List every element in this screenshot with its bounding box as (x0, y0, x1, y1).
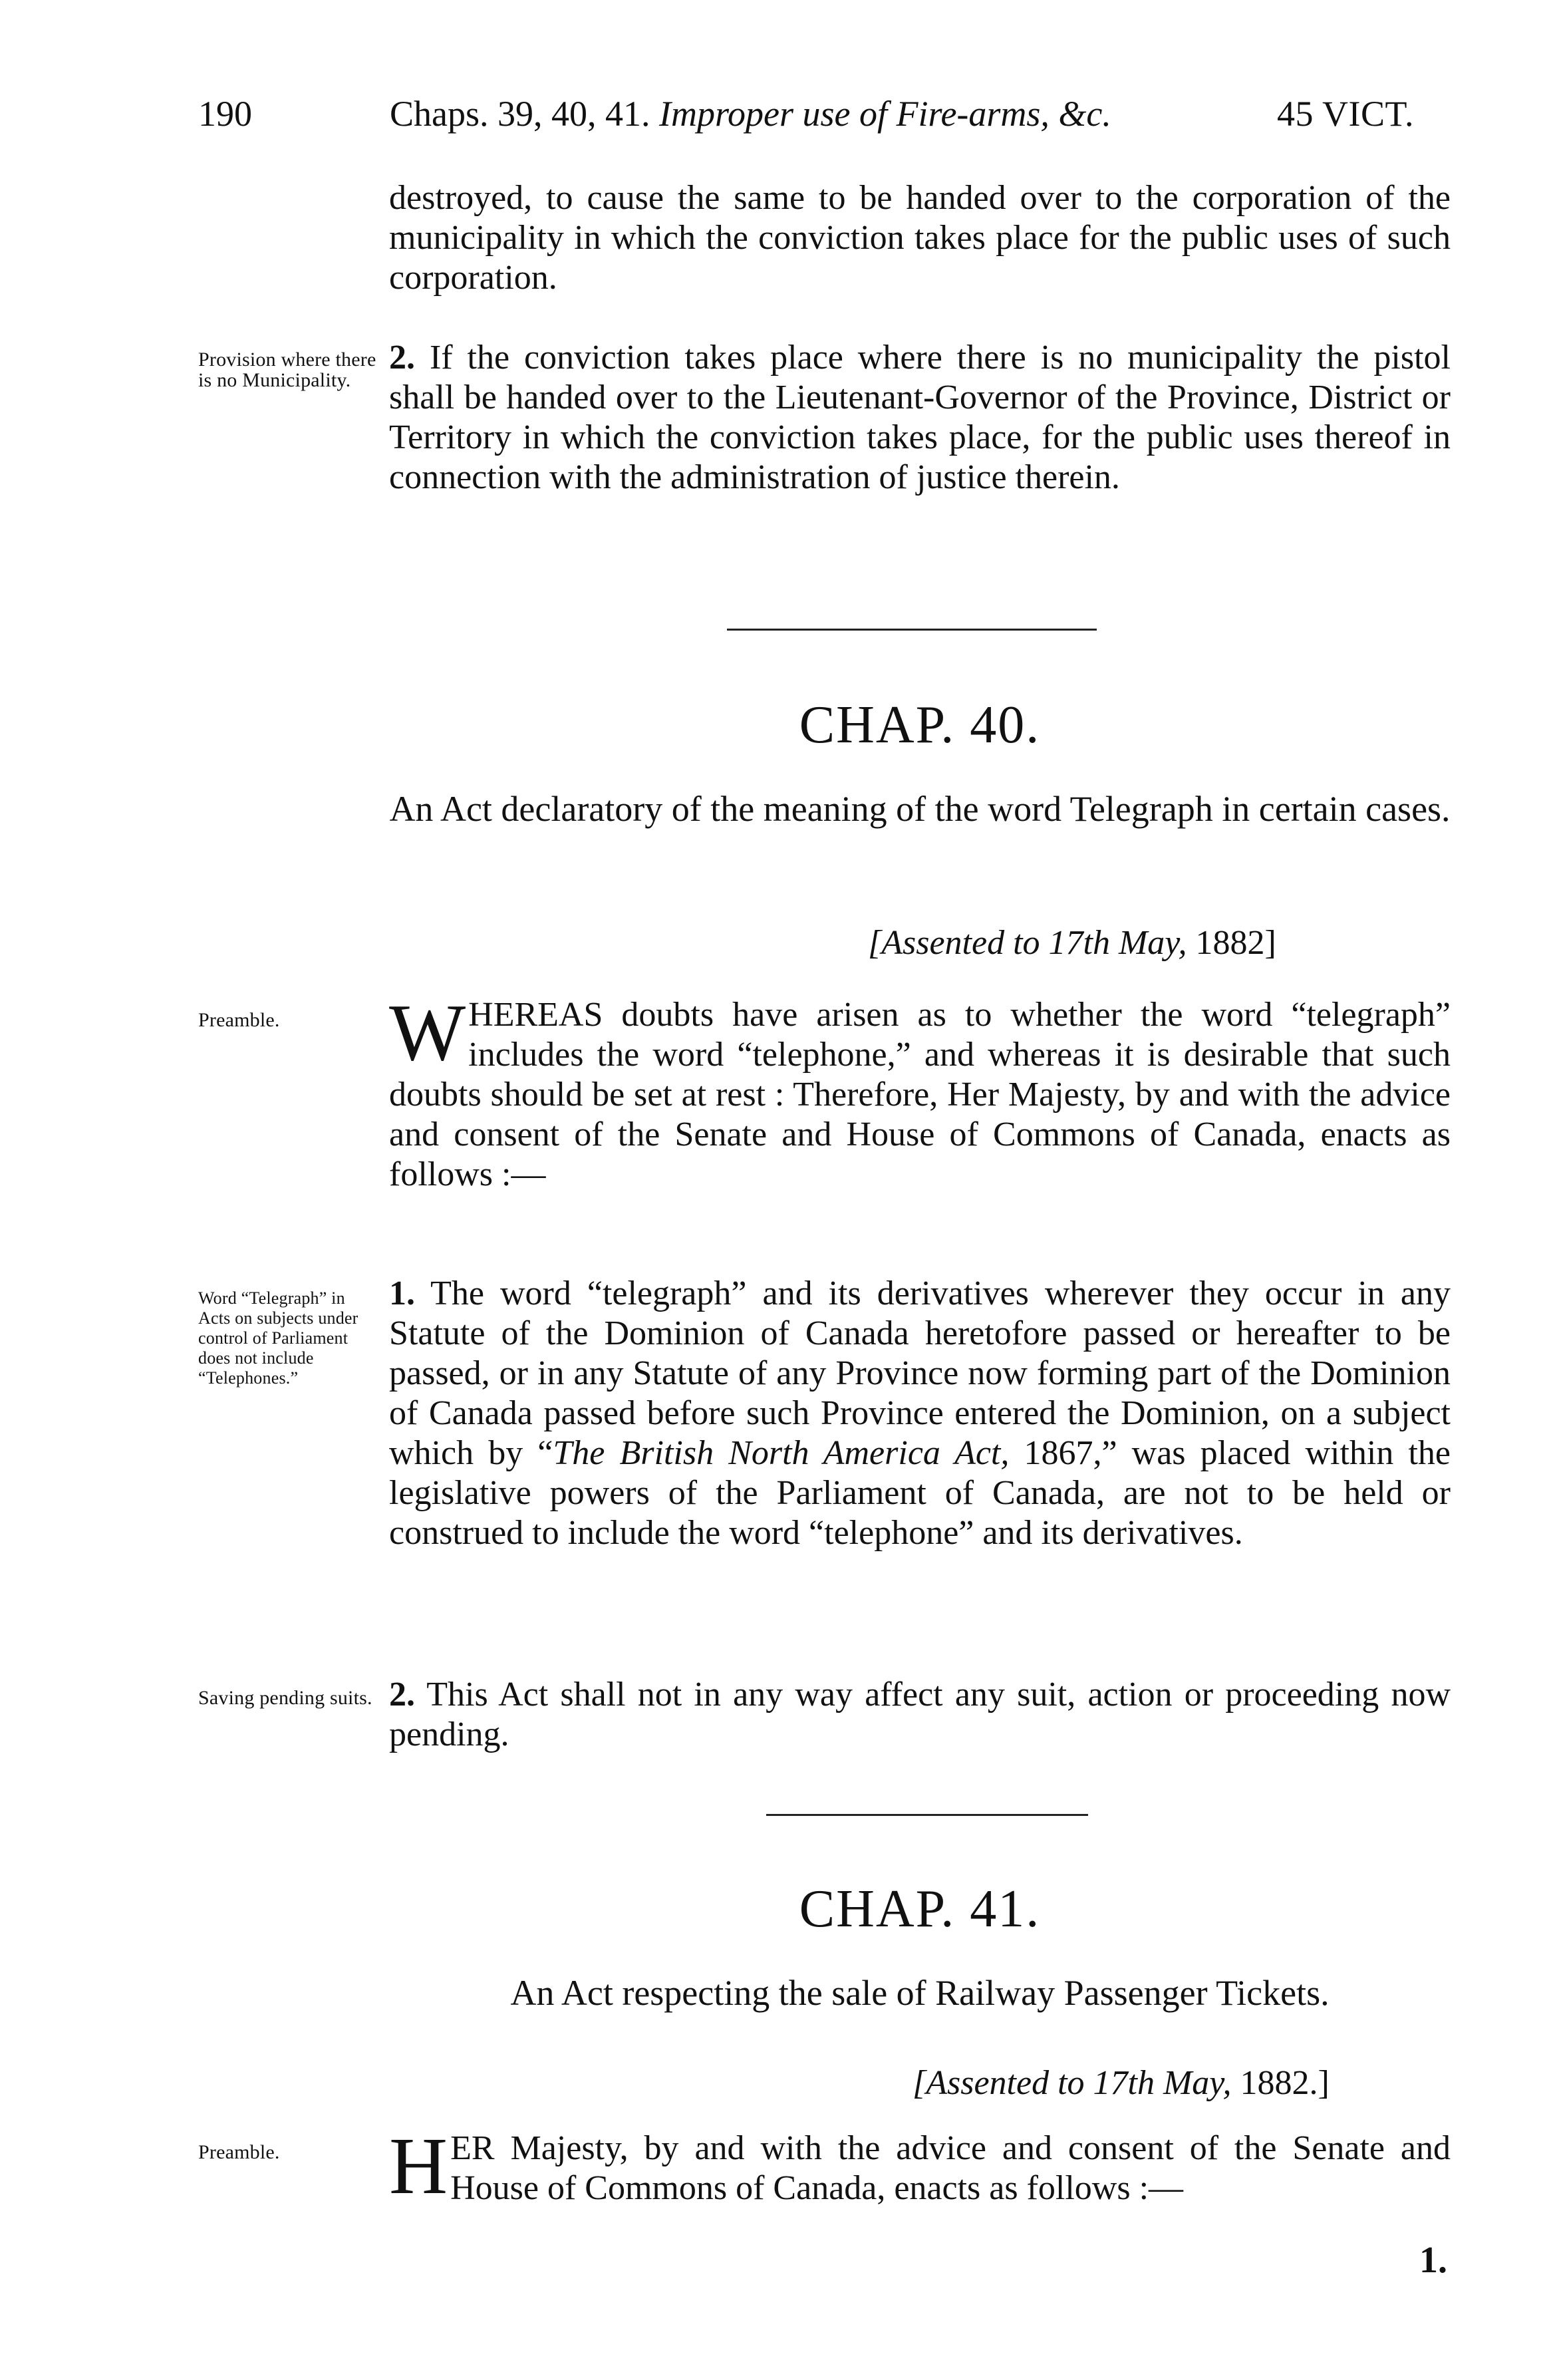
chap40-sec2-text: This Act shall not in any way affect any suit, action or proceeding now pending. (389, 1676, 1451, 1753)
chap40-section-1 (389, 1274, 1451, 1553)
chap41-assent-year: 1882.] (1240, 2064, 1330, 2102)
catchword: 1. (1419, 2240, 1447, 2281)
section-divider-rule (766, 1814, 1088, 1816)
page-number: 190 (198, 94, 252, 134)
chap40-sec1-number: 1. (389, 1274, 415, 1312)
chap40-sec2-number: 2. (389, 1676, 415, 1713)
chap39-continuation: destroyed, to cause the same to be handed over to the corporation of the municipality in which the conviction takes place for the public uses of such corporation. (389, 179, 1451, 297)
chap41-preamble-text: ER Majesty, by and with the advice and consent of the Senate and House of Commons of Canada, enacts as follows :— (450, 2129, 1451, 2207)
chap41-preamble-dropcap: H (389, 2121, 448, 2211)
chap39-sec2-margin-note: Provision where there is no Municipality. (198, 349, 376, 391)
running-header-chapters: Chaps. 39, 40, 41. (390, 94, 650, 134)
chap41-assent-date (913, 2066, 1330, 2101)
chap40-preamble-margin-note: Preamble. (198, 1009, 280, 1031)
chap40-section-2 (389, 1675, 1451, 1755)
chap41-heading: CHAP. 41. (799, 1880, 1041, 1938)
chap40-sec2-margin-note: Saving pending suits. (198, 1687, 372, 1709)
chap39-sec2-number: 2. (389, 339, 415, 376)
chap40-sec1-act-name: The British North America Act, (553, 1434, 1010, 1472)
chap40-assent-date (868, 926, 1276, 961)
chap40-assent-year: 1882] (1195, 924, 1276, 962)
chap40-heading: CHAP. 40. (799, 696, 1041, 754)
chap40-sec1-margin-note: Word “Telegraph” in Acts on subjects under control of Parliament does not include “Telephones.” (198, 1288, 358, 1388)
chap39-section-2 (389, 338, 1451, 498)
section-divider-rule (727, 629, 1097, 631)
chap40-long-title: An Act declaratory of the meaning of the word Telegraph in certain cases. (389, 789, 1451, 829)
chap39-sec2-text: If the conviction takes place where there is no municipality the pistol shall be handed over to the Lieutenant-Governor of the Province, District or Territory in which the conviction takes place, for the public uses thereof in connection with the administration of justice therein. (389, 339, 1451, 496)
chap41-assent-prefix: [Assented to 17th May, (913, 2064, 1232, 2102)
running-header-subject: Improper use of Fire-arms, &c. (659, 94, 1111, 134)
chap40-assent-prefix: [Assented to 17th May, (868, 924, 1187, 962)
chap40-preamble-text: HEREAS doubts have arisen as to whether the word “telegraph” includes the word “telephone,” and whereas it is desirable that such doubts should be set at rest : Therefore, Her Majesty, by and with the advice and consent of the Senate and House of Commons of Canada, enacts as follows :— (389, 996, 1451, 1193)
chap41-preamble (389, 2121, 1451, 2211)
chap40-sec1-text-a: The word “telegraph” and its derivatives wherever they occur in any Statute of the Dominion of Canada heretofore passed or hereafter to be passed, or in any Statute of any Province now forming part of the Dominion of Canada passed before such Province entered the Dominion, on a subject which by “ (389, 1274, 1451, 1472)
chap41-long-title: An Act respecting the sale of Railway Passenger Tickets. (510, 1973, 1330, 2013)
chap40-preamble-dropcap: W (389, 988, 466, 1078)
chap41-preamble-margin-note: Preamble. (198, 2141, 280, 2163)
chap40-sec1-text-b: 1867,” was placed within the legislative powers of the Parliament of Canada, are not to be held or construed to include the word “telephone” and its derivatives. (389, 1434, 1451, 1552)
regnal-year: 45 VICT. (1277, 94, 1414, 134)
running-header (390, 96, 1111, 132)
chap40-preamble (389, 988, 1451, 1195)
